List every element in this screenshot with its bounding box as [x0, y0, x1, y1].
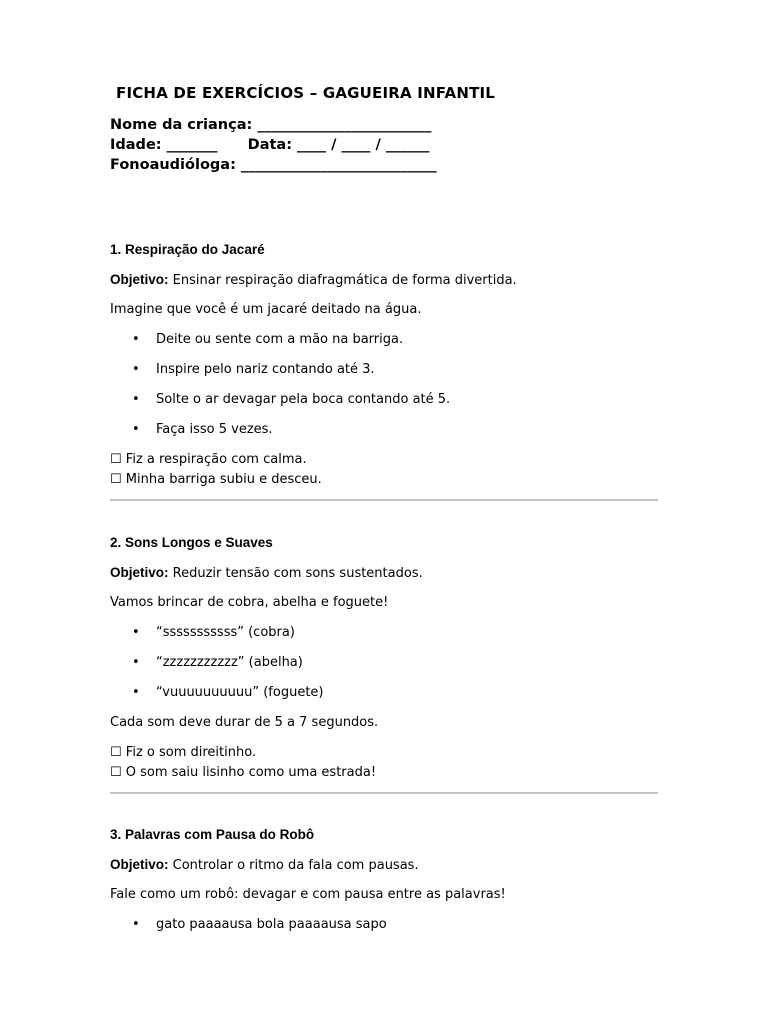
document-title: FICHA DE EXERCÍCIOS – GAGUEIRA INFANTIL [116, 84, 496, 102]
objective-line [110, 270, 658, 290]
objective-label: Objetivo: [110, 565, 169, 580]
checklist-item[interactable]: ☐ Fiz a respiração com calma. [110, 452, 307, 467]
bullet-icon: • [132, 655, 140, 670]
intro-text: Vamos brincar de cobra, abelha e foguete! [110, 595, 389, 610]
section-heading-text: 2. Sons Longos e Suaves [110, 535, 273, 550]
intro-text: Imagine que você é um jacaré deitado na água. [110, 302, 422, 317]
objective-text: Ensinar respiração diafragmática de forma divertida. [168, 273, 517, 288]
checklist [110, 743, 658, 783]
section-divider [110, 499, 658, 501]
exercise-section-3 [110, 825, 658, 945]
list-item: • gato paaaausa bola paaaausa sapo [110, 915, 658, 935]
section-heading [110, 533, 658, 553]
checkbox-icon[interactable]: ☐ [110, 452, 122, 467]
objective-label: Objetivo: [110, 272, 169, 287]
bullet-list [110, 623, 658, 703]
section-heading-text: 1. Respiração do Jacaré [110, 242, 265, 257]
therapist-field: Fonoaudióloga: ___________________________ [110, 157, 437, 173]
list-item: • Inspire pelo nariz contando até 3. [110, 360, 658, 380]
header-fields [110, 115, 437, 175]
list-item: • Faça isso 5 vezes. [110, 420, 658, 440]
bullet-list [110, 330, 658, 440]
bullet-icon: • [132, 332, 140, 347]
exercise-section-1 [110, 240, 658, 501]
section-divider [110, 792, 658, 794]
checklist [110, 450, 658, 490]
list-item: • “sssssssssss” (cobra) [110, 623, 658, 643]
checklist-item[interactable]: ☐ Fiz o som direitinho. [110, 745, 257, 760]
checklist-item[interactable]: ☐ Minha barriga subiu e desceu. [110, 472, 322, 487]
list-item: • “zzzzzzzzzzz” (abelha) [110, 653, 658, 673]
duration-note: Cada som deve durar de 5 a 7 segundos. [110, 715, 379, 730]
list-item: • Solte o ar devagar pela boca contando até 5. [110, 390, 658, 410]
bullet-icon: • [132, 422, 140, 437]
checkbox-icon[interactable]: ☐ [110, 472, 122, 487]
objective-text: Reduzir tensão com sons sustentados. [168, 566, 423, 581]
list-item: • Deite ou sente com a mão na barriga. [110, 330, 658, 350]
section-heading [110, 240, 658, 260]
age-date-field: Idade: _______ Data: ____ / ____ / ______ [110, 137, 430, 153]
child-name-field: Nome da criança: ________________________ [110, 117, 432, 133]
bullet-list [110, 915, 658, 935]
bullet-icon: • [132, 625, 140, 640]
section-heading [110, 825, 658, 845]
bullet-icon: • [132, 362, 140, 377]
checklist-item[interactable]: ☐ O som saiu lisinho como uma estrada! [110, 765, 377, 780]
exercise-section-2 [110, 533, 658, 794]
bullet-icon: • [132, 685, 140, 700]
objective-label: Objetivo: [110, 857, 169, 872]
section-heading-text: 3. Palavras com Pausa do Robô [110, 827, 315, 842]
list-item: • “vuuuuuuuuuu” (foguete) [110, 683, 658, 703]
checkbox-icon[interactable]: ☐ [110, 765, 122, 780]
bullet-icon: • [132, 392, 140, 407]
intro-text: Fale como um robô: devagar e com pausa entre as palavras! [110, 887, 506, 902]
checkbox-icon[interactable]: ☐ [110, 745, 122, 760]
objective-line [110, 855, 658, 875]
objective-line [110, 563, 658, 583]
objective-text: Controlar o ritmo da fala com pausas. [168, 858, 419, 873]
bullet-icon: • [132, 917, 140, 932]
